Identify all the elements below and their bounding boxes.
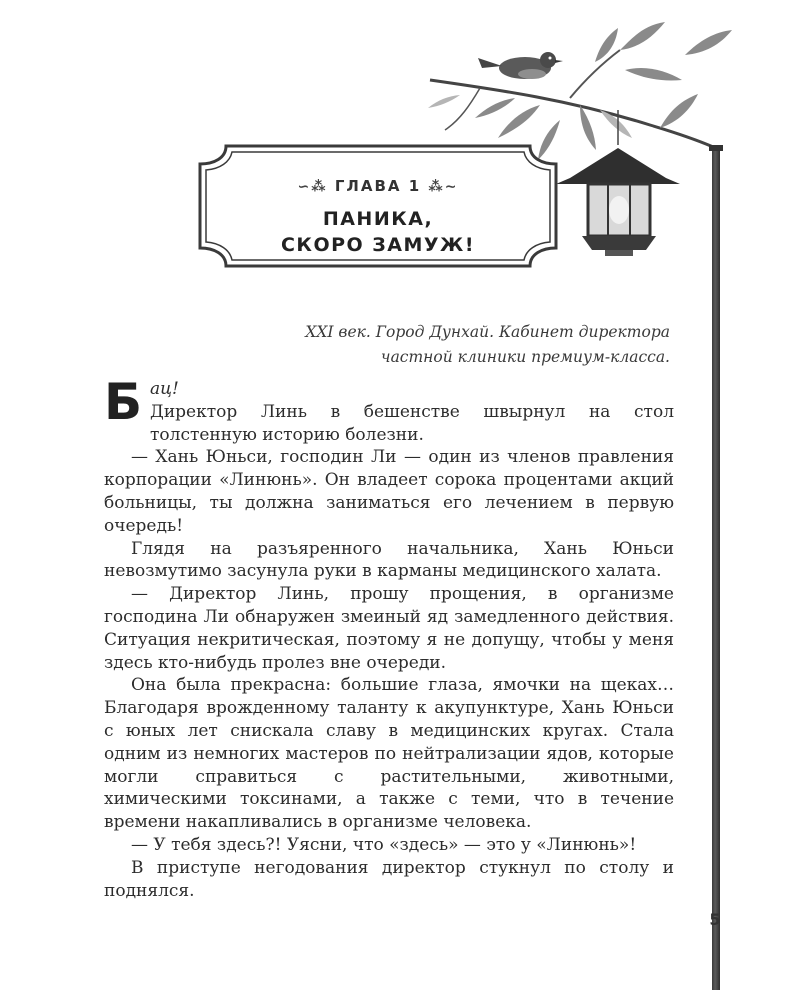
paragraph: — Директор Линь, прошу прощения, в организме господина Ли обнаружен змеиный яд замедленного действия. Ситуация некритическая, поэтому я не допущу, чтобы у меня здесь кто-нибудь пролез вне очереди. [104,584,674,673]
right-flourish-icon: ⁂∼ [428,179,459,195]
chapter-heading-frame [196,142,560,270]
lantern-pole [712,145,720,990]
drop-cap: Б [104,373,143,431]
opening-paragraph [104,373,674,446]
chapter-number: ГЛАВА 1 [334,177,422,195]
bird-icon [478,52,563,79]
paragraph: Директор Линь в бешенстве швырнул на стол толстенную историю болезни. [150,401,674,445]
epigraph-line-1: XXI век. Город Дунхай. Кабинет директора [305,323,670,341]
opening-word: ац! [150,379,179,399]
left-flourish-icon: ∽⁂ [297,179,328,195]
epigraph-line-2: частной клиники премиум-класса. [380,348,670,366]
chapter-title [196,206,560,258]
chapter-body [104,373,674,902]
lantern-icon [556,148,680,256]
epigraph [250,320,670,370]
page-number: 5 [709,910,721,929]
chapter-label [196,177,560,195]
paragraph: Глядя на разъяренного начальника, Хань Юньси невозмутимо засунула руки в карманы медицинского халата. [104,538,674,582]
paragraph: Она была прекрасна: большие глаза, ямочки на щеках… Благодаря врожденному таланту к акупунктуре, Хань Юньси с юных лет снискала славу в медицинских кругах. Стала одним из немногих мастеров по нейтрализации ядов, которые могли справиться с растительными, животными, химическими токсинами, а также с теми, что в течение времени накапливались в организме человека. [104,675,674,833]
paragraph: — Хань Юньси, господин Ли — один из членов правления корпорации «Линюнь». Он владеет сорока процентами акций больницы, ты должна заниматься его лечением в первую очередь! [104,447,674,536]
paragraph: — У тебя здесь?! Уясни, что «здесь» — это у «Линюнь»! [131,834,637,855]
paragraph: В приступе негодования директор стукнул по столу и поднялся. [104,857,674,901]
chapter-title-line-2: СКОРО ЗАМУЖ! [280,234,475,256]
chapter-title-line-1: ПАНИКА, [322,208,434,230]
